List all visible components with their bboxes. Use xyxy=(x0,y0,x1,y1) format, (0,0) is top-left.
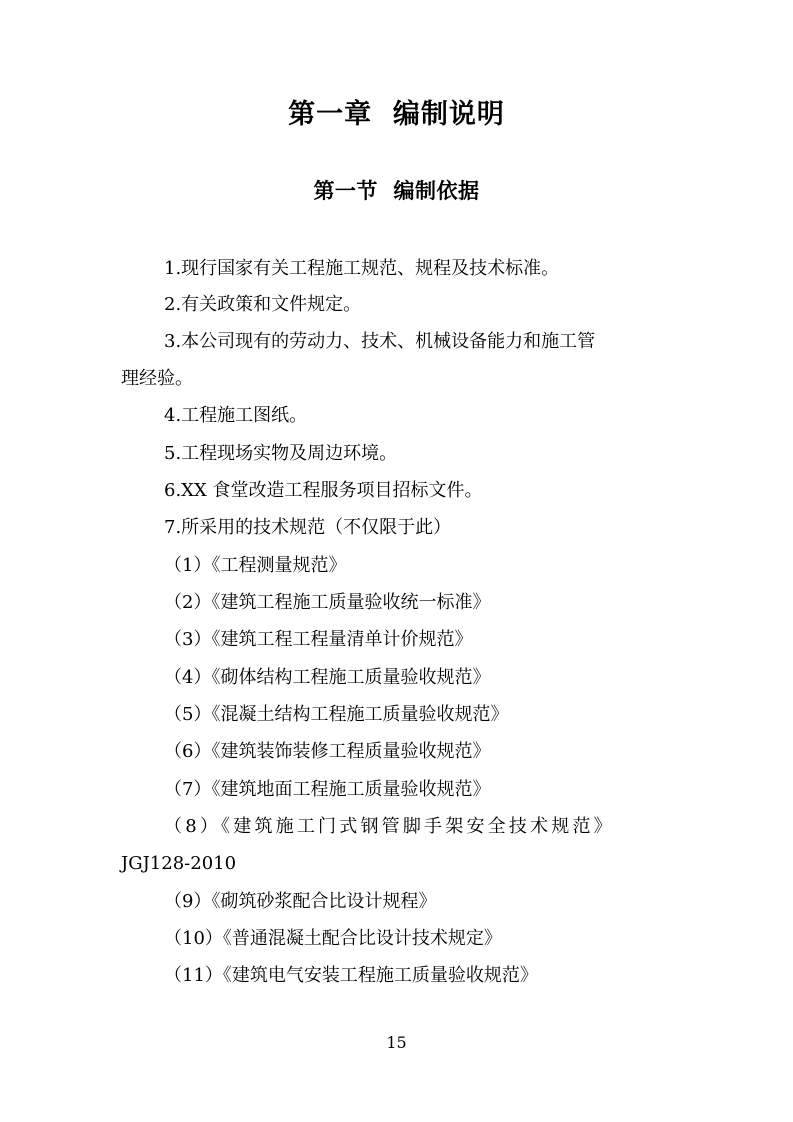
basis-item-3-continued: 理经验。 xyxy=(121,368,193,389)
standard-item-8: （8）《建筑施工门式钢管脚手架安全技术规范》 xyxy=(164,816,615,837)
basis-item-6: 6.XX 食堂改造工程服务项目招标文件。 xyxy=(164,480,483,501)
basis-item-2: 2.有关政策和文件规定。 xyxy=(164,294,362,315)
basis-item-4: 4.工程施工图纸。 xyxy=(164,405,308,426)
standard-item-3: （3）《建筑工程工程量清单计价规范》 xyxy=(164,629,473,650)
section-title: 第一节 编制依据 xyxy=(313,179,480,203)
standard-item-5: （5）《混凝土结构工程施工质量验收规范》 xyxy=(164,704,509,725)
standard-item-6: （6）《建筑装饰装修工程质量验收规范》 xyxy=(164,741,491,762)
standard-item-7: （7）《建筑地面工程施工质量验收规范》 xyxy=(164,779,491,800)
standard-item-4: （4）《砌体结构工程施工质量验收规范》 xyxy=(164,667,491,688)
basis-item-1: 1.现行国家有关工程施工规范、规程及技术标准。 xyxy=(164,258,560,279)
chapter-title: 第一章 编制说明 xyxy=(288,99,505,130)
standard-item-9: （9）《砌筑砂浆配合比设计规程》 xyxy=(164,891,437,912)
standard-item-8-code: JGJ128-2010 xyxy=(121,853,237,874)
basis-item-3: 3.本公司现有的劳动力、技术、机械设备能力和施工管 xyxy=(164,331,596,352)
standard-item-1: （1）《工程测量规范》 xyxy=(164,555,347,576)
page-number: 15 xyxy=(386,1033,407,1052)
basis-item-7: 7.所采用的技术规范（不仅限于此） xyxy=(164,517,452,538)
standard-item-2: （2）《建筑工程施工质量验收统一标准》 xyxy=(164,592,491,613)
standard-item-10: （10）《普通混凝土配合比设计技术规定》 xyxy=(164,928,502,949)
standard-item-11: （11）《建筑电气安装工程施工质量验收规范》 xyxy=(164,965,538,986)
basis-item-5: 5.工程现场实物及周边环境。 xyxy=(164,443,398,464)
